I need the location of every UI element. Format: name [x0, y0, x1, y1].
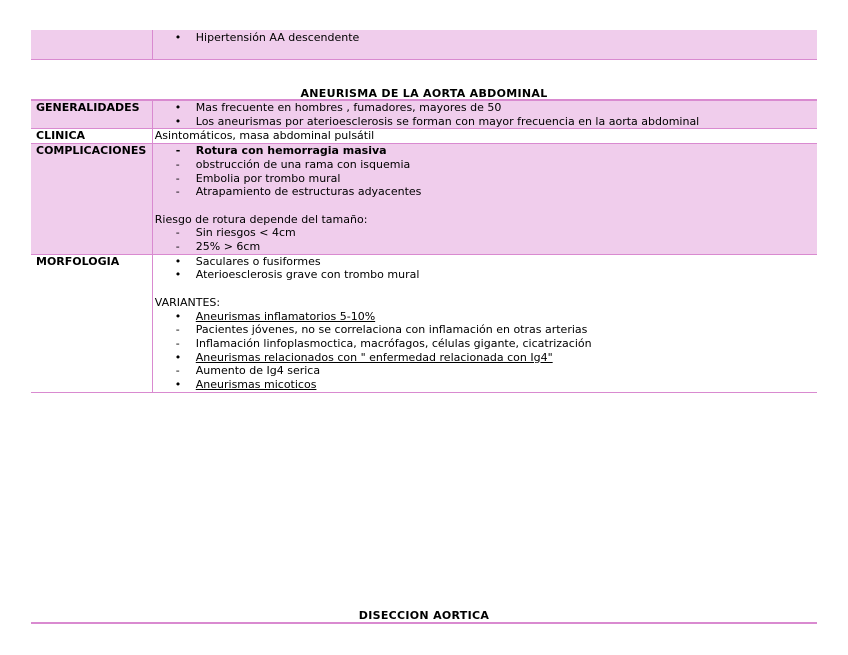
content-complicaciones	[152, 144, 817, 255]
row-clinica	[31, 129, 817, 144]
aneurisma-table	[31, 99, 817, 393]
list-item: - Inflamación linfoplasmoctica, macrófagos, células gigante, cicatrización	[158, 337, 817, 351]
label-complicaciones: COMPLICACIONES	[31, 144, 152, 255]
table-row	[31, 30, 817, 59]
list-item: - 25% > 6cm	[158, 240, 817, 254]
variant-heading: Aneurismas inflamatorios 5-10%	[195, 309, 376, 323]
clinica-text: Asintomáticos, masa abdominal pulsátil	[154, 129, 375, 143]
variant-heading: Aneurismas micoticos	[195, 378, 317, 392]
list-item: - Embolia por trombo mural	[158, 172, 817, 186]
list-item: - Sin riesgos < 4cm	[158, 226, 817, 240]
section-title-aneurisma: ANEURISMA DE LA AORTA ABDOMINAL	[300, 87, 548, 100]
row-generalidades	[31, 100, 817, 129]
list-item: - Rotura con hemorragia masiva	[158, 144, 817, 158]
label-morfologia: MORFOLOGIA	[31, 254, 152, 392]
list-item: - Aumento de Ig4 serica	[158, 364, 817, 378]
content-morfologia	[152, 254, 817, 392]
section-title-diseccion: DISECCION AORTICA	[358, 609, 490, 622]
list-item: • Saculares o fusiformes	[158, 255, 817, 269]
list-item: - obstrucción de una rama con isquemia	[158, 158, 817, 172]
content-generalidades	[152, 100, 817, 129]
row-content	[152, 30, 817, 59]
list-item	[158, 351, 817, 365]
riesgo-text: Riesgo de rotura depende del tamaño:	[154, 212, 368, 226]
variantes-label: VARIANTES:	[154, 295, 221, 309]
label-clinica: CLINICA	[31, 129, 152, 144]
section-rule	[31, 622, 817, 624]
row-complicaciones	[31, 144, 817, 255]
list-item: • Aterioesclerosis grave con trombo mural	[158, 268, 817, 282]
list-item: - Pacientes jóvenes, no se correlaciona con inflamación en otras arterias	[158, 323, 817, 337]
list-item: - Atrapamiento de estructuras adyacentes	[158, 185, 817, 199]
row-morfologia	[31, 254, 817, 392]
list-item: • Mas frecuente en hombres , fumadores, mayores de 50	[158, 101, 817, 115]
top-table	[31, 30, 817, 60]
list-item: • Hipertensión AA descendente	[158, 31, 817, 45]
list-item: • Los aneurismas por aterioesclerosis se forman con mayor frecuencia en la aorta abdominal	[158, 115, 817, 129]
list-item	[158, 310, 817, 324]
list-item	[158, 378, 817, 392]
label-generalidades: GENERALIDADES	[31, 100, 152, 129]
content-clinica	[152, 129, 817, 144]
variant-heading: Aneurismas relacionados con " enfermedad relacionada con Ig4"	[195, 350, 553, 364]
row-label	[31, 30, 152, 59]
